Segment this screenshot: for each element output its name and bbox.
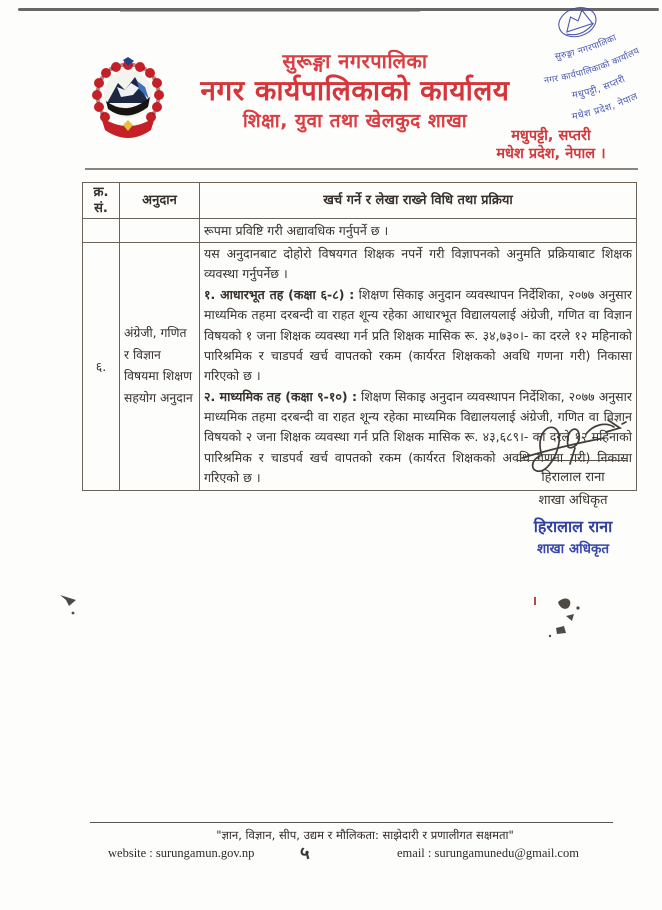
stamp-emblem-icon <box>555 3 600 41</box>
header-divider <box>85 168 638 170</box>
handwritten-signature <box>508 416 638 474</box>
letterhead <box>150 50 560 132</box>
procedure-intro: यस अनुदानबाट दोहोरो विषयगत शिक्षक नपर्ने गरी विज्ञापनको अनुमति प्रक्रियाबाट शिक्षक व्यवस्था गर्नुपर्नेछ । <box>204 246 632 282</box>
item-2-title: २. माध्यमिक तह (कक्षा ९-१०) : <box>204 388 357 404</box>
item-1-text: शिक्षण सिकाइ अनुदान व्यवस्थापन निर्देशिका, २०७७ अनुसार माध्यमिक तहमा दरबन्दी वा राहत शून्य रहेका आधारभूत विद्यालयलाई अंग्रेजी, गणित वा विज्ञान विषयको १ जना शिक्षक व्यवस्था गर्न प्रति शिक्षक मासिक रू. ३४,७३०।- का दरले १२ महिनाको पारिश्रमिक र चाडपर्व खर्च वापतको रकम (कार्यरत शिक्षकको अवधि गणना गरी) निकासा गरिएको छ । <box>204 286 632 384</box>
address-line-1: मधुपट्टी, सप्तरी <box>511 128 591 144</box>
cell-sn: ६. <box>83 243 120 491</box>
cell-continuation-text: रूपमा प्रविष्टि गरी अद्यावधिक गर्नुपर्ने छ । <box>200 219 637 243</box>
office-round-stamp <box>518 2 662 134</box>
signatory-title: शाखा अधिकृत <box>538 493 608 508</box>
footer-website: website : surungamun.gov.np <box>108 846 255 860</box>
footer-divider <box>90 822 613 823</box>
cell-grant <box>120 219 200 243</box>
branch-name: शिक्षा, युवा तथा खेलकुद शाखा <box>242 109 468 132</box>
stamp-line-4: मधेश प्रदेश, नेपाल <box>571 90 640 123</box>
name-stamp: हिरालाल राना <box>533 517 613 536</box>
item-2-text: शिक्षण सिकाइ अनुदान व्यवस्थापन निर्देशिका, २०७७ अनुसार माध्यमिक तहमा दरबन्दी वा राहत शून्य रहेका माध्यमिक विद्यालयलाई अंग्रेजी, गणित वा विज्ञान विषयको २ जना शिक्षक व्यवस्था गर्न प्रति शिक्षक मासिक रू. ४३,६८९।- का दरले १२ महिनाको पारिश्रमिक र चाडपर्व खर्च वापतको रकम (कार्यरत शिक्षकको अवधि गणना गरी) निकासा गरिएको छ । <box>204 388 632 486</box>
cell-sn <box>83 219 120 243</box>
office-address <box>456 127 646 163</box>
column-header-method: खर्च गर्ने र लेखा राख्ने विधि तथा प्रक्रिया <box>200 183 637 219</box>
table-header-row <box>83 183 637 219</box>
office-name: नगर कार्यपालिकाको कार्यालय <box>200 74 510 108</box>
table-row <box>83 219 637 243</box>
signature-block <box>478 416 662 557</box>
title-stamp: शाखा अधिकृत <box>536 541 610 557</box>
procedure-item-1 <box>204 285 632 387</box>
scan-artifact-top-2 <box>120 11 420 12</box>
handwritten-page-number: ५ <box>299 842 311 865</box>
stamp-line-2: नगर कार्यपालिकाको कार्यालय <box>543 46 642 87</box>
item-1-title: १. आधारभूत तह (कक्षा ६-८) : <box>204 286 355 302</box>
footer-email: email : surungamunedu@gmail.com <box>397 846 579 860</box>
municipality-name: सुरूङ्गा नगरपालिका <box>282 49 428 73</box>
address-line-2: मधेश प्रदेश, नेपाल । <box>496 146 606 162</box>
signatory-name: हिरालाल राना <box>541 470 605 485</box>
cell-grant: अंग्रेजी, गणित र विज्ञान विषयमा शिक्षण सहयोग अनुदान <box>120 243 200 491</box>
footer-motto: "ज्ञान, विज्ञान, सीप, उद्यम र मौलिकता: साझेदारी र प्रणालीगत सक्षमता" <box>216 828 514 842</box>
stamp-line-1: सुरुङ्गा नगरपालिका <box>554 33 619 63</box>
column-header-sn: क्र. सं. <box>83 183 120 219</box>
column-header-grant: अनुदान <box>120 183 200 219</box>
stamp-line-3: मधुपट्टी, सप्तरी <box>571 73 628 102</box>
